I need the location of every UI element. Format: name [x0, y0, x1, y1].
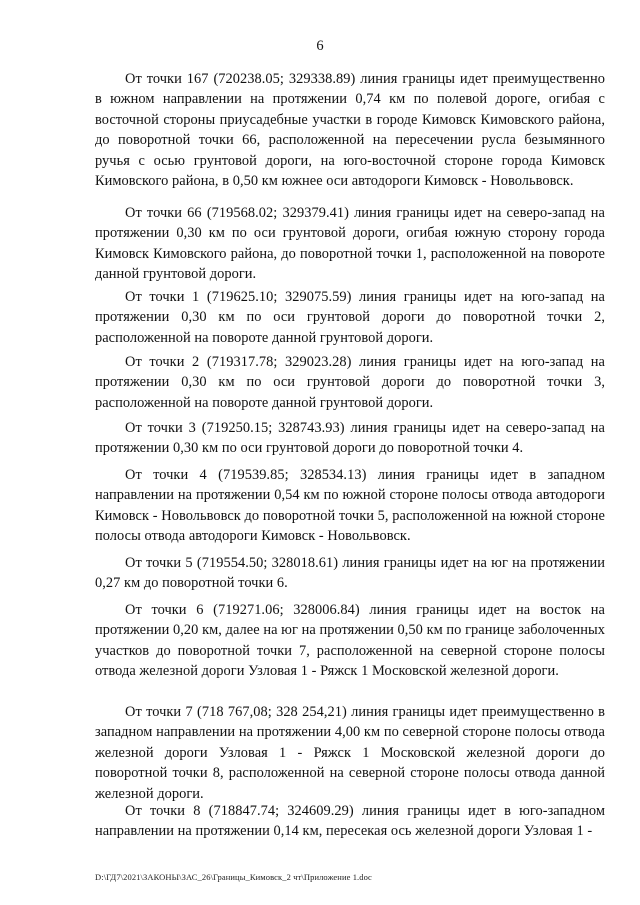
paragraph-point-1: От точки 1 (719625.10; 329075.59) линия границы идет на юго-запад на протяжении 0,30 км по оси грунтовой дороги до поворотной точки 2, расположенной на повороте данной грунтовой дороги. — [95, 289, 605, 346]
paragraph-point-167: От точки 167 (720238.05; 329338.89) линия границы идет преимущественно в южном направлении на протяжении 0,74 км по полевой дороге, огибая с восточной стороны приусадебные участки в городе Кимовск Кимовского района, до поворотной точки 66, расположенной на пересечении русла безымянного ручья с осью грунтовой дороги, на юго-восточной стороне города Кимовск Кимовского района, в 0,50 км южнее оси автодороги Кимовск - Новольвовск. — [95, 71, 605, 190]
paragraph-point-8: От точки 8 (718847.74; 324609.29) линия границы идет в юго-западном направлении на протяжении 0,14 км, пересекая ось железной дороги Узловая 1 - — [95, 803, 605, 840]
page-number: 6 — [316, 38, 324, 54]
paragraph-point-2: От точки 2 (719317.78; 329023.28) линия границы идет на юго-запад на протяжении 0,30 км по оси грунтовой дороги до поворотной точки 3, расположенной на повороте данной грунтовой дороги. — [95, 354, 605, 411]
paragraph-point-5: От точки 5 (719554.50; 328018.61) линия границы идет на юг на протяжении 0,27 км до поворотной точки 6. — [95, 555, 605, 592]
paragraph-point-6: От точки 6 (719271.06; 328006.84) линия границы идет на восток на протяжении 0,20 км, далее на юг на протяжении 0,50 км по границе заболоченных участков до поворотной точки 7, расположенной на северной стороне полосы отвода железной дороги Узловая 1 - Ряжск 1 Московской железной дороги. — [95, 602, 605, 680]
paragraph-point-3: От точки 3 (719250.15; 328743.93) линия границы идет на северо-запад на протяжении 0,30 км по оси грунтовой дороги до поворотной точки 4. — [95, 420, 605, 457]
footer-file-path: D:\ГД7\2021\ЗАКОНЫ\ЗАС_26\Границы_Кимовск_2 чт\Приложение 1.doc — [95, 872, 372, 882]
paragraph-point-7: От точки 7 (718 767,08; 328 254,21) линия границы идет преимущественно в западном направлении на протяжении 4,00 км по северной стороне полосы отвода железной дороги Узловая 1 - Ряжск 1 Московской железной дороги до поворотной точки 8, расположенной на северной стороне полосы отвода данной железной дороги. — [95, 704, 605, 802]
paragraph-point-4: От точки 4 (719539.85; 328534.13) линия границы идет в западном направлении на протяжении 0,54 км по южной стороне полосы отвода автодороги Кимовск - Новольвовск до поворотной точки 5, расположенной на южной стороне полосы отвода автодороги Кимовск - Новольвовск. — [95, 467, 605, 545]
paragraph-point-66: От точки 66 (719568.02; 329379.41) линия границы идет на северо-запад на протяжении 0,30 км по оси грунтовой дороги, огибая южную сторону города Кимовск Кимовского района, до поворотной точки 1, расположенной на повороте данной грунтовой дороги. — [95, 205, 605, 283]
